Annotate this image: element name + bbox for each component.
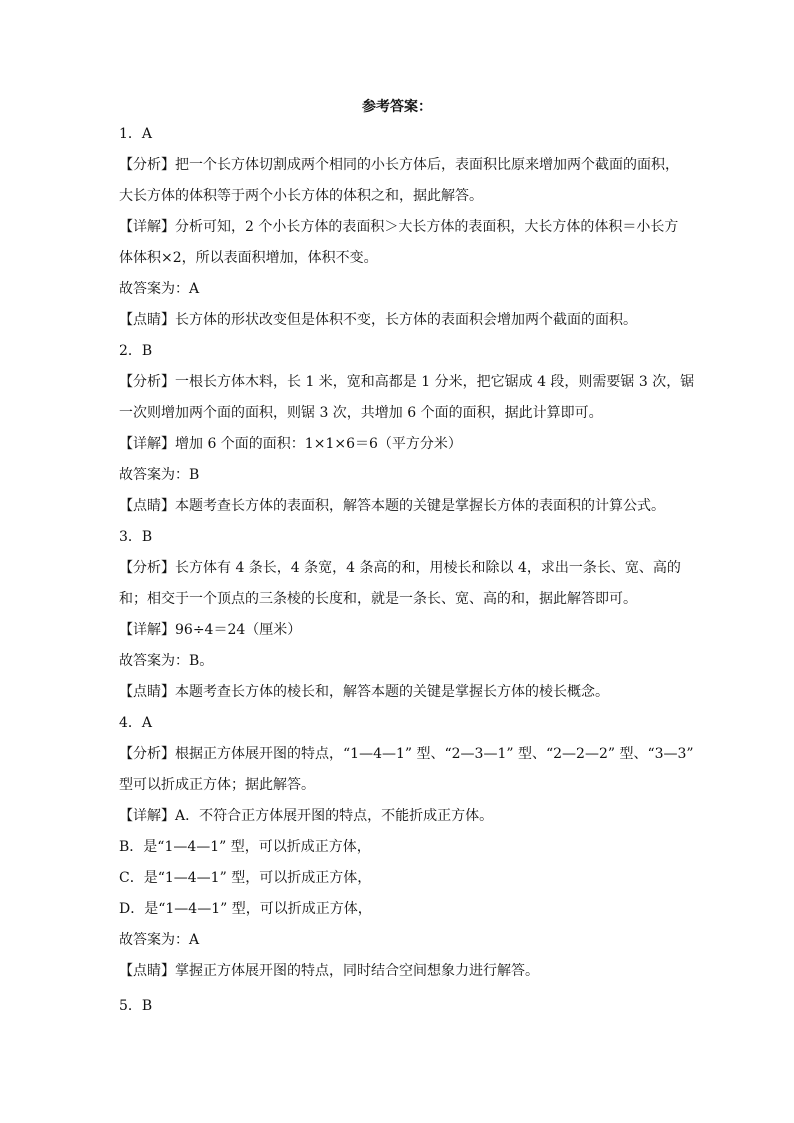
page-title: 参考答案： — [362, 99, 432, 115]
answer-number: 2．B — [119, 343, 153, 359]
detail-text: 【详解】A．不符合正方体展开图的特点，不能折成正方体。 — [119, 808, 494, 824]
detail-text: B．是“1—4—1” 型，可以折成正方体， — [119, 839, 371, 855]
analysis-text: 【分析】一根长方体木料，长 1 米，宽和高都是 1 分米，把它锯成 4 段，则需要锯 3 次，锯 — [119, 374, 695, 390]
analysis-text: 【分析】根据正方体展开图的特点，“1—4—1” 型、“2—3—1” 型、“2—2—2” 型、“3—3” — [119, 746, 694, 762]
analysis-text: 型可以折成正方体；据此解答。 — [119, 777, 315, 793]
answer-text: 故答案为：B。 — [119, 653, 214, 669]
analysis-text: 和；相交于一个顶点的三条棱的长度和，就是一条长、宽、高的和，据此解答即可。 — [119, 591, 637, 607]
comment-text: 【点睛】本题考查长方体的表面积，解答本题的关键是掌握长方体的表面积的计算公式。 — [119, 498, 665, 514]
comment-text: 【点睛】掌握正方体展开图的特点，同时结合空间想象力进行解答。 — [119, 963, 539, 979]
detail-text: D．是“1—4—1” 型，可以折成正方体， — [119, 901, 372, 917]
analysis-text: 【分析】把一个长方体切割成两个相同的小长方体后，表面积比原来增加两个截面的面积， — [119, 157, 679, 173]
detail-text: 体体积×2，所以表面积增加，体积不变。 — [119, 250, 378, 266]
answer-number: 4．A — [119, 715, 153, 731]
detail-text: C．是“1—4—1” 型，可以折成正方体， — [119, 870, 372, 886]
detail-text: 【详解】分析可知，2 个小长方体的表面积＞大长方体的表面积，大长方体的体积＝小长方 — [119, 219, 679, 235]
analysis-text: 【分析】长方体有 4 条长，4 条宽，4 条高的和，用棱长和除以 4，求出一条长、宽、高的 — [119, 560, 681, 576]
comment-text: 【点睛】长方体的形状改变但是体积不变，长方体的表面积会增加两个截面的面积。 — [119, 312, 637, 328]
analysis-text: 一次则增加两个面的面积，则锯 3 次，共增加 6 个面的面积，据此计算即可。 — [119, 405, 603, 421]
answer-number: 1．A — [119, 126, 153, 142]
detail-text: 【详解】增加 6 个面的面积：1×1×6＝6（平方分米） — [119, 436, 462, 452]
analysis-text: 大长方体的体积等于两个小长方体的体积之和，据此解答。 — [119, 188, 483, 204]
detail-text: 【详解】96÷4＝24（厘米） — [119, 622, 302, 638]
answer-text: 故答案为：A — [119, 281, 200, 297]
comment-text: 【点睛】本题考查长方体的棱长和，解答本题的关键是掌握长方体的棱长概念。 — [119, 684, 609, 700]
answer-text: 故答案为：B — [119, 467, 200, 483]
answer-number: 3．B — [119, 529, 153, 545]
answer-text: 故答案为：A — [119, 932, 200, 948]
answer-number: 5．B — [119, 998, 153, 1014]
